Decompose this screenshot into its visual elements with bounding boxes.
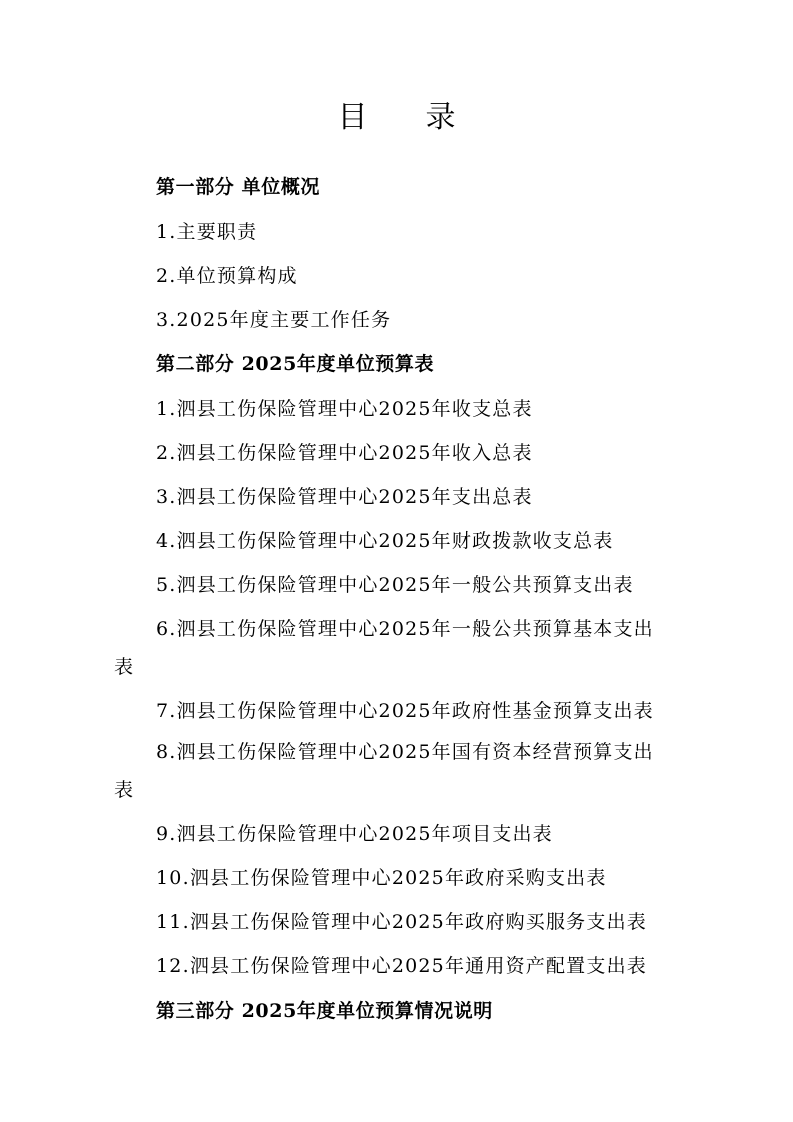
toc-section-heading-part3[interactable]: 第三部分 2025年度单位预算情况说明 [156,1000,493,1022]
toc-section-heading-part2[interactable]: 第二部分 2025年度单位预算表 [156,353,435,375]
page-title [0,98,793,138]
toc-item[interactable]: 6.泗县工伤保险管理中心2025年一般公共预算基本支出 [156,618,654,640]
page-title-second-char: 录 [425,100,456,135]
toc-item[interactable]: 5.泗县工伤保险管理中心2025年一般公共预算支出表 [156,574,634,596]
toc-item-continuation[interactable]: 表 [114,779,135,801]
toc-item-continuation[interactable]: 表 [114,656,135,678]
toc-item[interactable]: 10.泗县工伤保险管理中心2025年政府采购支出表 [156,867,607,889]
page-title-first-char: 目 [337,100,368,135]
toc-item[interactable]: 7.泗县工伤保险管理中心2025年政府性基金预算支出表 [156,700,654,722]
toc-item[interactable]: 2.泗县工伤保险管理中心2025年收入总表 [156,442,533,464]
toc-item[interactable]: 12.泗县工伤保险管理中心2025年通用资产配置支出表 [156,955,647,977]
toc-item[interactable]: 9.泗县工伤保险管理中心2025年项目支出表 [156,823,553,845]
toc-item[interactable]: 3.泗县工伤保险管理中心2025年支出总表 [156,486,533,508]
toc-item[interactable]: 3.2025年度主要工作任务 [156,309,392,331]
toc-item[interactable]: 4.泗县工伤保险管理中心2025年财政拨款收支总表 [156,530,614,552]
toc-item[interactable]: 8.泗县工伤保险管理中心2025年国有资本经营预算支出 [156,741,654,763]
toc-section-heading-part1[interactable]: 第一部分 单位概况 [156,176,321,198]
toc-item[interactable]: 11.泗县工伤保险管理中心2025年政府购买服务支出表 [156,911,647,933]
toc-item[interactable]: 1.泗县工伤保险管理中心2025年收支总表 [156,398,533,420]
toc-item[interactable]: 1.主要职责 [156,221,258,243]
toc-item[interactable]: 2.单位预算构成 [156,265,298,287]
